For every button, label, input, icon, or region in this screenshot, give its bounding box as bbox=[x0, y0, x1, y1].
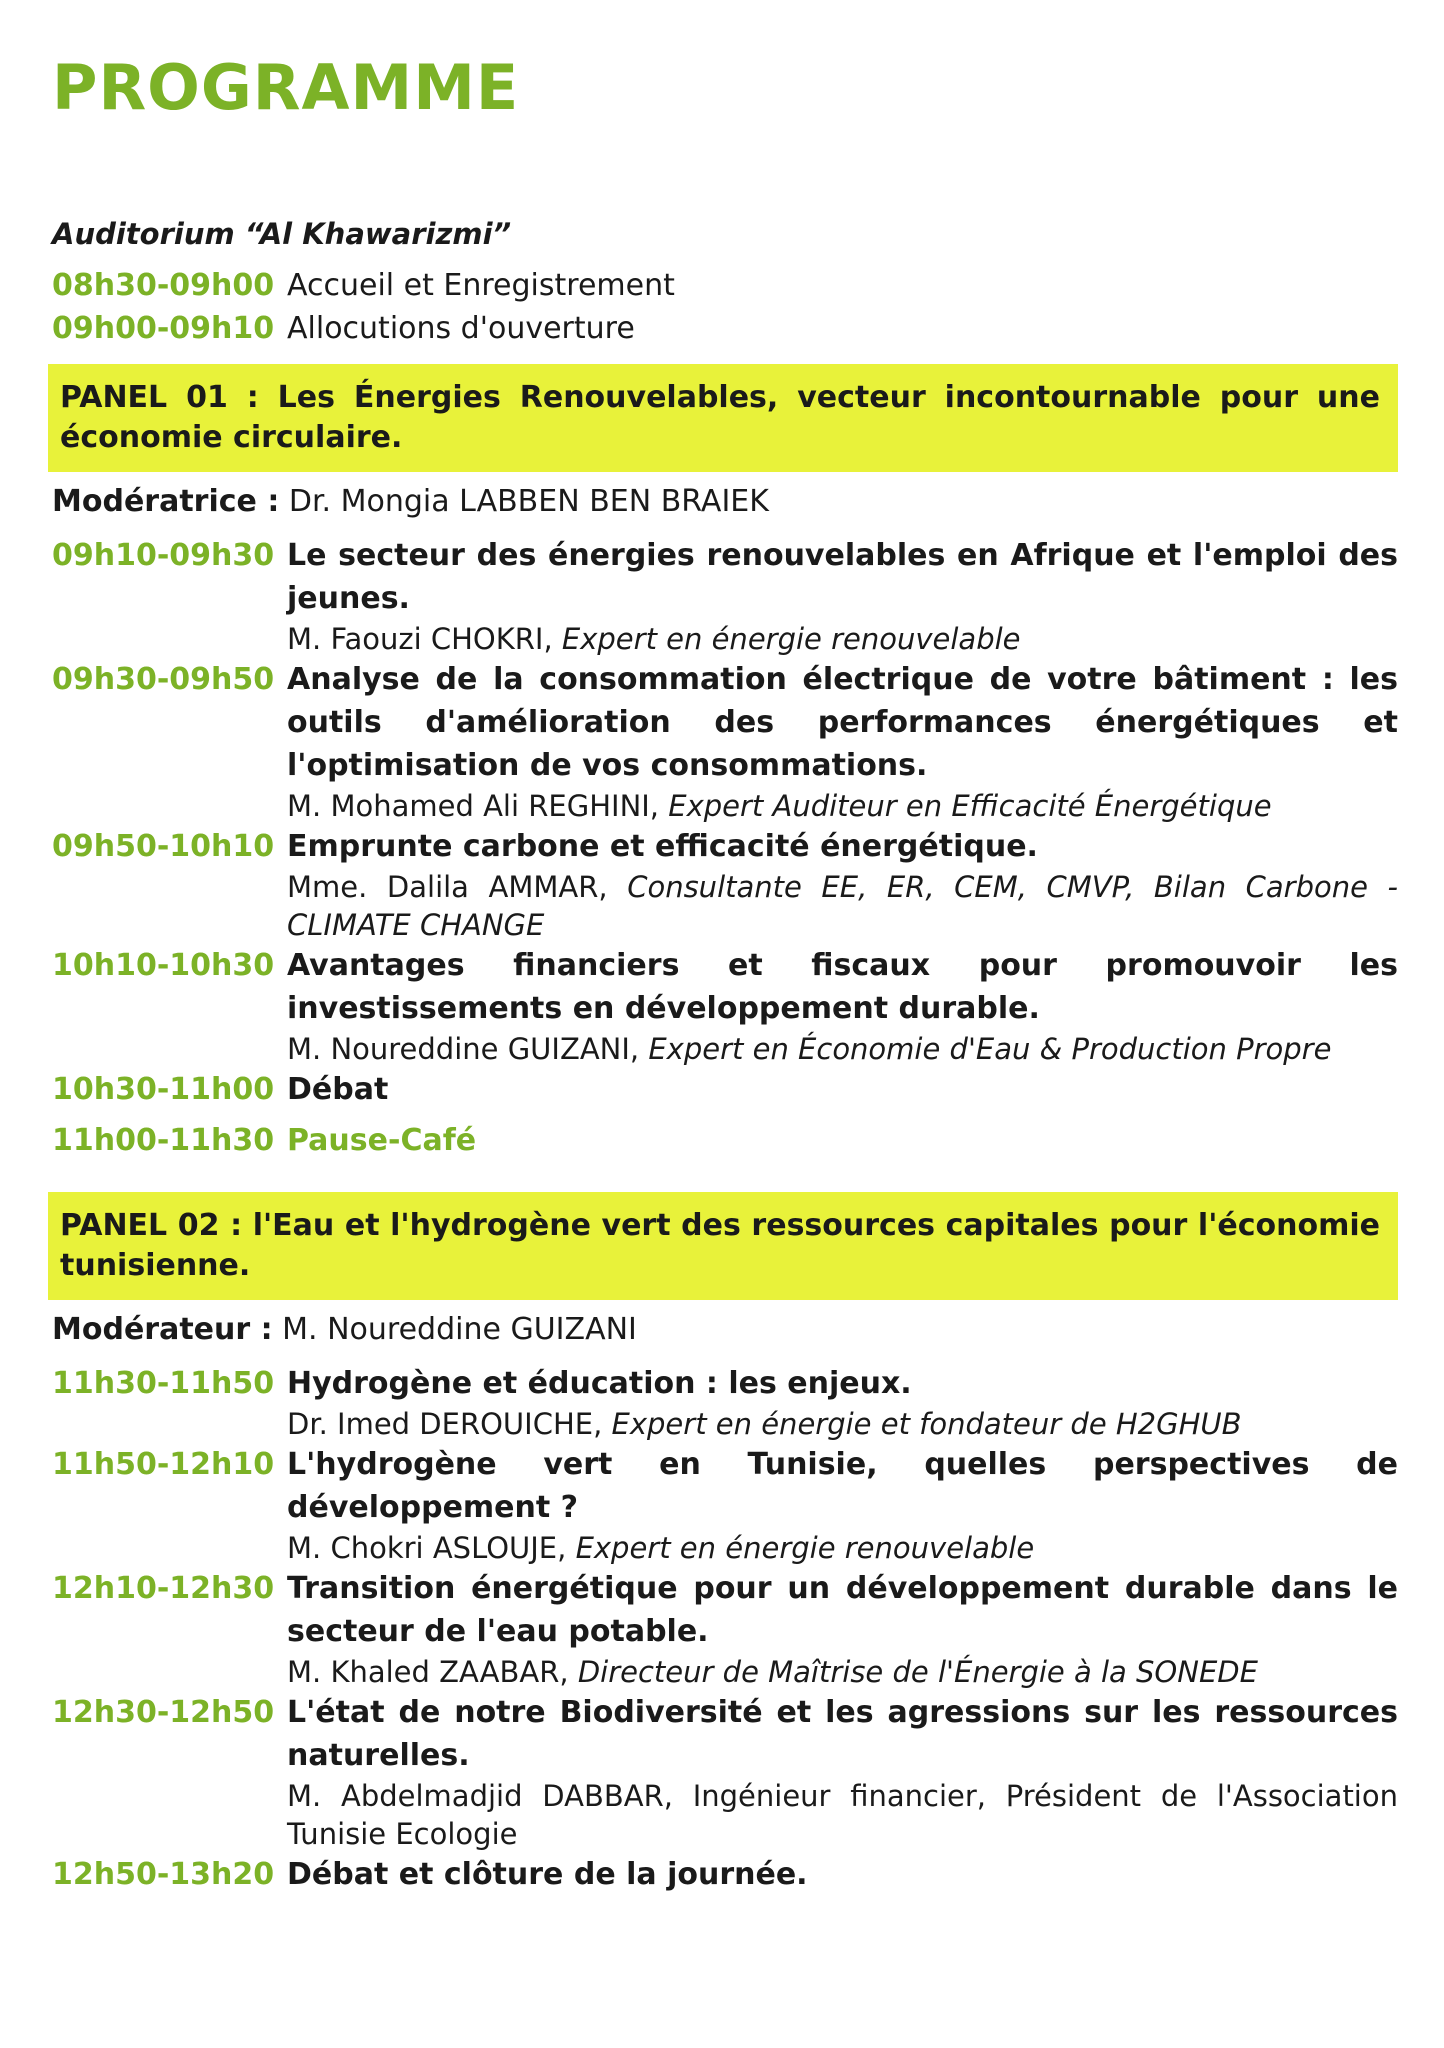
time-slot: 12h50-13h20 bbox=[52, 1857, 275, 1892]
speaker-role: Directeur de Maîtrise de l'Énergie à la SONEDE bbox=[577, 1655, 1258, 1689]
speaker bbox=[287, 868, 1398, 944]
talk-row bbox=[52, 1362, 1398, 1443]
talk-title: L'état de notre Biodiversité et les agressions sur les ressources naturelles. bbox=[287, 1695, 1398, 1773]
time-slot: 10h10-10h30 bbox=[52, 948, 275, 983]
time-slot: 12h30-12h50 bbox=[52, 1695, 275, 1730]
speaker-role: Consultante EE, ER, CEM, CMVP, Bilan Carbone - CLIMATE CHANGE bbox=[287, 870, 1399, 942]
time-slot: 08h30-09h00 bbox=[52, 268, 275, 303]
time-slot: 10h30-11h00 bbox=[52, 1072, 275, 1107]
talk-row bbox=[52, 534, 1398, 658]
speaker-name: Mme. Dalila AMMAR, bbox=[287, 870, 608, 904]
speaker bbox=[287, 787, 1398, 825]
panel-1-banner: PANEL 01 : Les Énergies Renouvelables, vecteur incontournable pour une économie circulaire. bbox=[48, 364, 1398, 472]
venue: Auditorium “Al Khawarizmi” bbox=[52, 217, 512, 251]
speaker-name: M. Chokri ASLOUJE, bbox=[287, 1531, 567, 1565]
talk-row bbox=[52, 944, 1398, 1068]
speaker-role: Expert en Économie d'Eau & Production Propre bbox=[648, 1032, 1332, 1066]
talk-title: Transition énergétique pour un développement durable dans le secteur de l'eau potable. bbox=[287, 1571, 1398, 1649]
page-title: PROGRAMME bbox=[52, 51, 520, 124]
talk-title: Analyse de la consommation électrique de votre bâtiment : les outils d'amélioration des performances énergétiques et l'optimisation de vos consommations. bbox=[287, 662, 1398, 783]
moderator-label: Modératrice : bbox=[52, 484, 280, 519]
panel-1-moderator bbox=[52, 482, 1398, 522]
pause-row bbox=[52, 1119, 1398, 1162]
debate-row bbox=[52, 1068, 1398, 1111]
talk-title: Le secteur des énergies renouvelables en Afrique et l'emploi des jeunes. bbox=[287, 538, 1398, 616]
talk-row bbox=[52, 825, 1398, 944]
speaker-role: Expert en énergie et fondateur de H2GHUB bbox=[611, 1407, 1242, 1441]
speaker-name: M. Khaled ZAABAR, bbox=[287, 1655, 569, 1689]
moderator-name: Dr. Mongia LABBEN BEN BRAIEK bbox=[288, 484, 769, 519]
talk-title: L'hydrogène vert en Tunisie, quelles perspectives de développement ? bbox=[287, 1447, 1398, 1525]
speaker-role: Expert en énergie renouvelable bbox=[575, 1531, 1035, 1565]
speaker bbox=[287, 1405, 1398, 1443]
closing-row bbox=[52, 1853, 1398, 1896]
speaker bbox=[287, 620, 1398, 658]
time-slot: 09h30-09h50 bbox=[52, 662, 275, 697]
speaker bbox=[287, 1777, 1398, 1853]
session-label: Accueil et Enregistrement bbox=[287, 268, 675, 303]
moderator-name: M. Noureddine GUIZANI bbox=[282, 1312, 637, 1347]
talk-title: Emprunte carbone et efficacité énergétique. bbox=[287, 829, 1038, 864]
schedule-row bbox=[52, 264, 1398, 307]
talk-row bbox=[52, 1567, 1398, 1691]
speaker bbox=[287, 1030, 1398, 1068]
panel-2-moderator bbox=[52, 1310, 1398, 1350]
speaker-role: Expert Auditeur en Efficacité Énergétique bbox=[668, 789, 1272, 823]
time-slot: 11h50-12h10 bbox=[52, 1447, 275, 1482]
talk-title: Hydrogène et éducation : les enjeux. bbox=[287, 1366, 912, 1401]
speaker bbox=[287, 1653, 1398, 1691]
talk-title: Avantages financiers et fiscaux pour promouvoir les investissements en développement durable. bbox=[287, 948, 1398, 1026]
speaker-name: M. Noureddine GUIZANI, bbox=[287, 1032, 640, 1066]
speaker bbox=[287, 1529, 1398, 1567]
time-slot: 09h50-10h10 bbox=[52, 829, 275, 864]
time-slot: 09h10-09h30 bbox=[52, 538, 275, 573]
talk-row bbox=[52, 1443, 1398, 1567]
speaker-name: M. Mohamed Ali REGHINI, bbox=[287, 789, 660, 823]
time-slot: 09h00-09h10 bbox=[52, 311, 275, 346]
moderator-label: Modérateur : bbox=[52, 1312, 273, 1347]
panel-2-banner: PANEL 02 : l'Eau et l'hydrogène vert des ressources capitales pour l'économie tunisienne. bbox=[48, 1192, 1398, 1300]
speaker-name: M. Abdelmadjid DABBAR, Ingénieur financier, Président de l'Association Tunisie Ecologie bbox=[287, 1779, 1398, 1851]
pause-label: Pause-Café bbox=[287, 1123, 477, 1158]
session-label: Allocutions d'ouverture bbox=[287, 311, 635, 346]
talk-row bbox=[52, 658, 1398, 825]
time-slot: 12h10-12h30 bbox=[52, 1571, 275, 1606]
speaker-role: Expert en énergie renouvelable bbox=[561, 622, 1021, 656]
debate-label: Débat bbox=[287, 1072, 389, 1107]
talk-row bbox=[52, 1691, 1398, 1853]
closing-label: Débat et clôture de la journée. bbox=[287, 1857, 808, 1892]
speaker-name: Dr. Imed DEROUICHE, bbox=[287, 1407, 603, 1441]
time-slot: 11h30-11h50 bbox=[52, 1366, 275, 1401]
speaker-name: M. Faouzi CHOKRI, bbox=[287, 622, 553, 656]
schedule-row bbox=[52, 307, 1398, 350]
time-slot: 11h00-11h30 bbox=[52, 1123, 275, 1158]
